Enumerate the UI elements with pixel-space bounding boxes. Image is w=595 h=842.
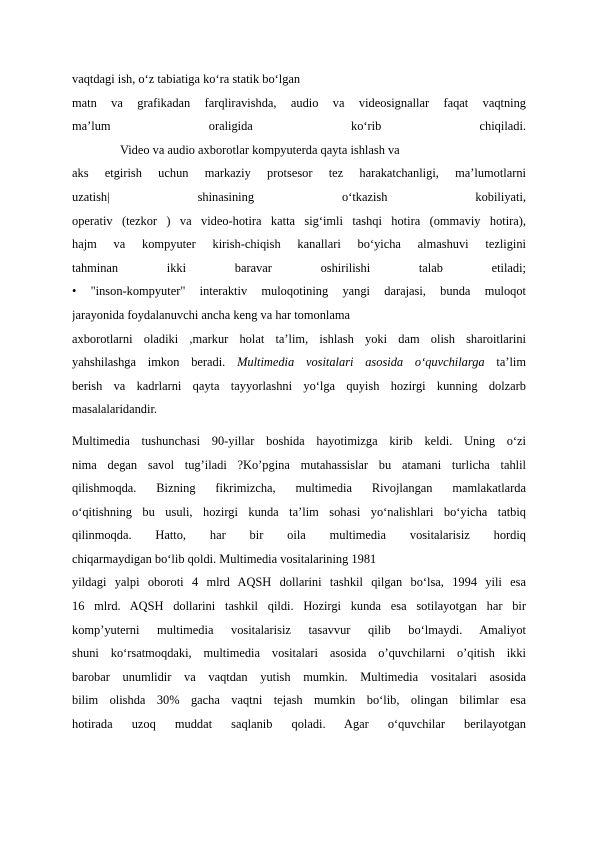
text-line: hajm va kompyuter kirish-chiqish kanallari bo‘yicha almashuvi tezligini bbox=[72, 237, 526, 252]
text-line: chiqarmaydigan bo‘lib qoldi. Multimedia vositalarining 1981 bbox=[72, 551, 377, 566]
text-line: masalalaridandir. bbox=[72, 402, 157, 417]
text-line-mixed bbox=[72, 351, 526, 375]
text-line: operativ (tezkor ) va video-hotira katta sig‘imli tashqi hotira (ommaviy hotira), bbox=[72, 213, 526, 228]
text-line: • "inson-kompyuter" interaktiv muloqotining yangi darajasi, bunda muloqot bbox=[72, 284, 526, 299]
text-line: matn va grafikadan farqliravishda, audio va videosignallar faqat vaqtning bbox=[72, 95, 526, 110]
text-line: vaqtdagi ish, o‘z tabiatiga ko‘ra statik bo‘lgan bbox=[72, 72, 301, 86]
italic-text-segment: Multimedia vositalari asosida o‘quvchilarga bbox=[237, 355, 485, 370]
text-line: yildagi yalpi oboroti 4 mlrd AQSH dollarini tashkil qilgan bo‘lsa, 1994 yili esa bbox=[72, 575, 526, 590]
text-line: qilishmoqda. Bizning fikrimizcha, multimedia Rivojlangan mamlakatlarda bbox=[72, 481, 526, 496]
text-line: nima degan savol tug’iladi ?Ko’pgina mutahassislar bu atamani turlicha tahlil bbox=[72, 457, 526, 472]
paragraph-1 bbox=[72, 68, 526, 422]
text-line: berish va kadrlarni qayta tayyorlashni yo‘lga quyish hozirgi kunning dolzarb bbox=[72, 378, 526, 393]
text-line: ma’lum oraligida ko‘rib chiqiladi. bbox=[72, 119, 526, 134]
text-line: Multimedia tushunchasi 90-yillar boshida hayotimizga kirib keldi. Uning o‘zi bbox=[72, 433, 526, 448]
paragraph-2 bbox=[72, 430, 526, 737]
text-line: bilim olishda 30% gacha vaqtni tejash mumkin bo‘lib, olingan bilimlar esa bbox=[72, 693, 526, 708]
text-segment: ta’lim bbox=[484, 355, 526, 370]
text-line: shuni ko‘rsatmoqdaki, multimedia vositalari asosida o’quvchilarni o’qitish ikki bbox=[72, 646, 526, 661]
text-line: Video va audio axborotlar kompyuterda qayta ishlash va bbox=[120, 142, 400, 157]
text-line: o‘qitishning bu usuli, hozirgi kunda ta’lim sohasi yo‘nalishlari bo‘yicha tatbiq bbox=[72, 504, 526, 519]
text-segment: yahshilashga imkon beradi. bbox=[72, 355, 238, 370]
text-line: aks etgirish uchun markaziy protsesor tez harakatchanligi, ma’lumotlarni bbox=[72, 166, 526, 181]
text-line: komp’yuterni multimedia vositalarisiz tasavvur qilib bo‘lmaydi. Amaliyot bbox=[72, 622, 526, 637]
text-line: axborotlarni oladiki ,markur holat ta’lim, ishlash yoki dam olish sharoitlarini bbox=[72, 331, 526, 346]
document-page bbox=[72, 68, 526, 737]
text-line: tahminan ikki baravar oshirilishi talab etiladi; bbox=[72, 260, 526, 275]
text-line: uzatish| shinasining o‘tkazish kobiliyati, bbox=[72, 189, 526, 204]
text-line: jarayonida foydalanuvchi ancha keng va har tomonlama bbox=[72, 307, 350, 322]
text-line: qilinmoqda. Hatto, har bir oila multimedia vositalarisiz hordiq bbox=[72, 528, 526, 543]
text-line: hotirada uzoq muddat saqlanib qoladi. Agar o‘quvchilar berilayotgan bbox=[72, 717, 526, 732]
text-line: 16 mlrd. AQSH dollarini tashkil qildi. Hozirgi kunda esa sotilayotgan har bir bbox=[72, 599, 526, 614]
text-line: barobar unumlidir va vaqtdan yutish mumkin. Multimedia vositalari asosida bbox=[72, 669, 526, 684]
